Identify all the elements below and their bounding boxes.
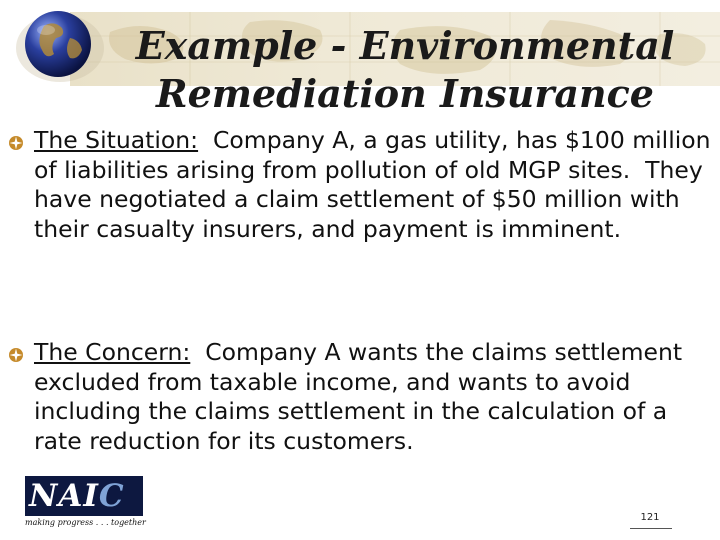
bullet-situation-body: Company A, a gas utility, has $100 million of liabilities arising from pollution of old MGP sites. They have negotiated a claim settlement of $50 million with their casualty insurers, and payment is imminent.	[34, 126, 719, 243]
slide-title-line-2: Remediation Insurance	[156, 71, 654, 116]
globe-icon	[14, 4, 106, 86]
bullet-diamond-icon	[8, 135, 24, 151]
naic-logo-box	[25, 476, 143, 516]
bullet-concern-body: Company A wants the claims settlement excluded from taxable income, and wants to avoid including the claims settlement in the calculation of a rate reduction for its customers.	[34, 338, 690, 455]
naic-logo-letters: NAI	[29, 478, 99, 514]
naic-logo-tagline: making progress . . . together	[25, 518, 146, 527]
bullet-diamond-icon	[8, 347, 24, 363]
bullet-situation-lead: The Situation:	[34, 126, 199, 154]
naic-logo-last-letter: C	[98, 478, 125, 514]
bullet-concern	[8, 338, 713, 456]
bullet-situation-text	[8, 126, 719, 244]
naic-logo-text	[29, 478, 125, 514]
bullet-concern-lead: The Concern:	[34, 338, 191, 366]
title-bar	[0, 0, 720, 118]
slide-title-line-1: Example - Environmental	[135, 23, 675, 68]
slide-title	[110, 22, 700, 118]
page-number: 121	[640, 512, 660, 523]
bullet-concern-text	[8, 338, 713, 456]
page-number-divider	[630, 528, 672, 529]
bullet-situation	[8, 126, 719, 244]
naic-logo	[25, 476, 146, 528]
